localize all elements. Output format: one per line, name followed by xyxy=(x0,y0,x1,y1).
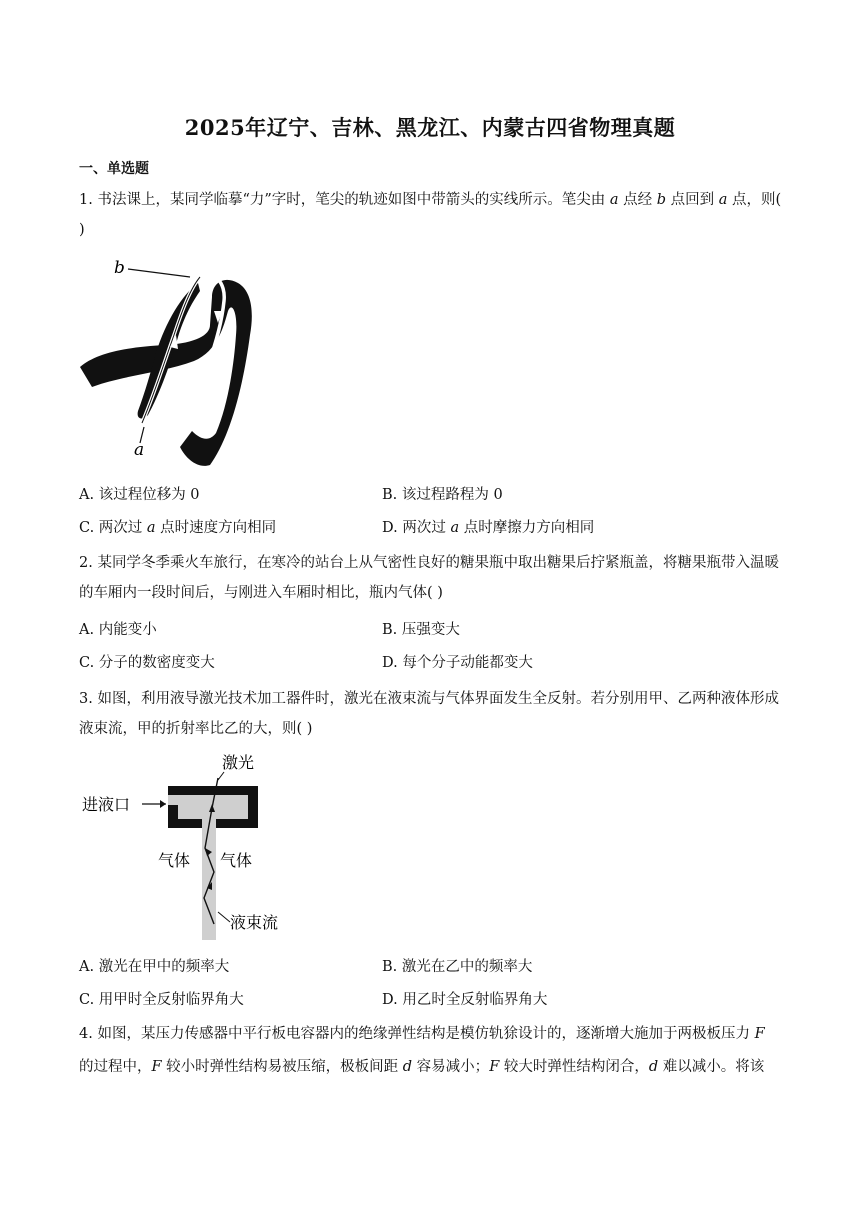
label-gas-left: 气体 xyxy=(158,851,191,870)
label-inlet: 进液口 xyxy=(82,795,131,814)
page-title: 2025年辽宁、吉林、黑龙江、内蒙古四省物理真题 xyxy=(184,115,676,140)
label-gas-right: 气体 xyxy=(220,851,253,870)
q2-option-d: D. 每个分子动能都变大 xyxy=(382,655,533,671)
q2-option-c: C. 分子的数密度变大 xyxy=(79,655,215,671)
q2-option-b: B. 压强变大 xyxy=(382,622,460,638)
q3-option-c: C. 用甲时全反射临界角大 xyxy=(79,992,244,1008)
label-b: b xyxy=(114,258,125,278)
q3-laser-figure xyxy=(78,748,308,944)
q1-calligraphy-figure xyxy=(78,255,258,470)
q2-stem: 2. 某同学冬季乘火车旅行，在寒冷的站台上从气密性良好的糖果瓶中取出糖果后拧紧瓶盖，将糖果瓶带入温暖的车厢内一段时间后，与刚进入车厢时相比，瓶内气体( ) xyxy=(79,555,779,601)
label-laser: 激光 xyxy=(222,753,255,772)
q3-option-a: A. 激光在甲中的频率大 xyxy=(79,959,230,975)
label-b-leader xyxy=(128,269,190,277)
q1-option-d: D. 两次过 a 点时摩擦力方向相同 xyxy=(382,520,595,536)
q3-option-b: B. 激光在乙中的频率大 xyxy=(382,959,533,975)
inlet-opening xyxy=(168,795,178,805)
q2-option-a: A. 内能变小 xyxy=(79,622,157,638)
q3-stem: 3. 如图，利用液导激光技术加工器件时，激光在液束流与气体界面发生全反射。若分别用甲、乙两种液体形成液束流，甲的折射率比乙的大，则( ) xyxy=(79,691,779,737)
arrow-left-icon xyxy=(176,425,188,435)
label-stream: 液束流 xyxy=(230,913,279,932)
q4-stem-line1: 4. 如图，某压力传感器中平行板电容器内的绝缘弹性结构是模仿轨狳设计的，逐渐增大施加于两极板压力 F xyxy=(79,1026,765,1042)
q1-option-c: C. 两次过 a 点时速度方向相同 xyxy=(79,520,277,536)
inlet-arrow-icon xyxy=(160,800,166,808)
q3-option-d: D. 用乙时全反射临界角大 xyxy=(382,992,548,1008)
q1-option-b: B. 该过程路程为 0 xyxy=(382,487,503,503)
label-a: a xyxy=(134,440,145,460)
q1-stem: 1. 书法课上，某同学临摹“力”字时，笔尖的轨迹如图中带箭头的实线所示。笔尖由 a 点经 b 点回到 a 点，则( ) xyxy=(79,192,782,238)
section-heading: 一、单选题 xyxy=(79,161,149,177)
laser-leader xyxy=(218,772,224,780)
stream-leader xyxy=(218,912,230,922)
q1-option-a: A. 该过程位移为 0 xyxy=(79,487,200,503)
q4-stem-line2: 的过程中，F 较小时弹性结构易被压缩，极板间距 d 容易减小；F 较大时弹性结构闭合，d 难以减小。将该 xyxy=(79,1059,765,1075)
